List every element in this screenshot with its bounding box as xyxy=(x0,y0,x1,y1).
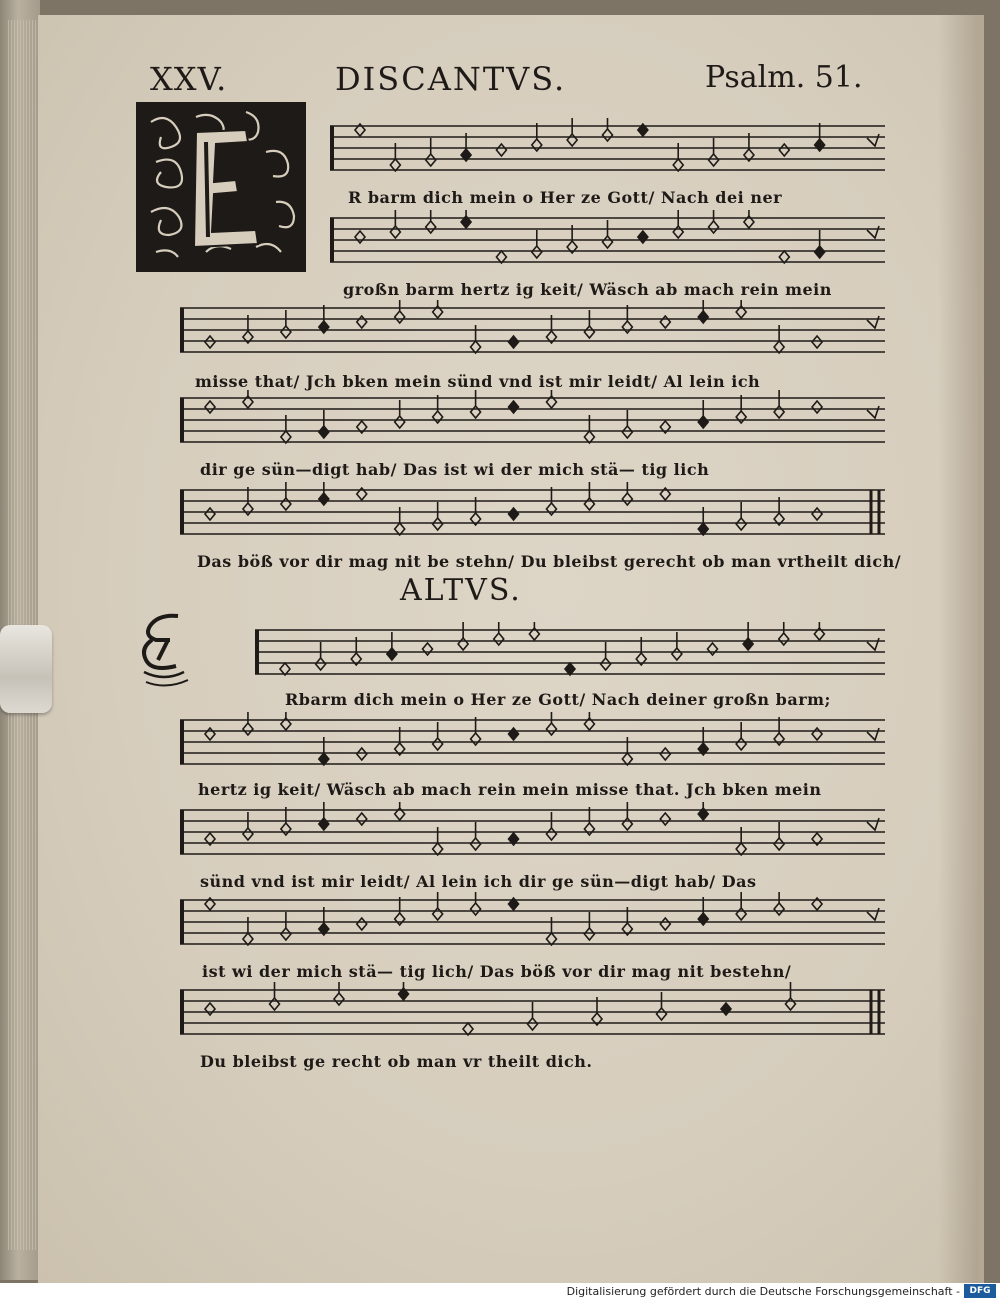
note-icon xyxy=(355,231,365,243)
note-icon xyxy=(509,508,519,520)
music-staff xyxy=(180,712,885,776)
music-staff xyxy=(180,482,885,546)
note-icon xyxy=(736,892,746,920)
note-icon xyxy=(281,310,291,338)
note-icon xyxy=(698,400,708,428)
note-icon xyxy=(243,812,253,840)
note-icon xyxy=(395,802,405,820)
voice-title-altus: ALTVS. xyxy=(400,573,522,608)
note-icon xyxy=(660,316,670,328)
dfg-logo[interactable]: DFG xyxy=(964,1284,996,1298)
note-icon xyxy=(812,401,822,413)
note-icon xyxy=(532,230,542,258)
note-icon xyxy=(387,632,397,660)
note-icon xyxy=(584,912,594,940)
note-icon xyxy=(390,143,400,171)
note-icon xyxy=(433,892,443,920)
note-icon xyxy=(660,813,670,825)
note-icon xyxy=(529,622,539,640)
note-icon xyxy=(205,1003,215,1015)
initial-e-icon xyxy=(138,610,198,690)
discantus-lyric-line-2: großn barm hertz ig keit/ Wäsch ab mach rein mein xyxy=(343,280,832,299)
note-icon xyxy=(281,482,291,510)
note-icon xyxy=(281,712,291,730)
note-icon xyxy=(814,622,824,640)
note-icon xyxy=(319,802,329,830)
altus-lyric-line-4: ist wi der mich stä— tig lich/ Das böß vor dir mag nit bestehn/ xyxy=(202,962,792,981)
note-icon xyxy=(509,401,519,413)
altus-lyric-line-5: Du bleibst ge recht ob man vr theilt dich. xyxy=(200,1052,593,1071)
note-icon xyxy=(426,138,436,166)
altus-lyric-line-3: sünd vnd ist mir leidt/ Al lein ich dir ge sün—digt hab/ Das xyxy=(200,872,757,891)
discantus-lyric-line-3: misse that/ Jch bken mein sünd vnd ist mir leidt/ Al lein ich xyxy=(195,372,761,391)
discantus-lyric-line-5: Das böß vor dir mag nit be stehn/ Du bleibst gerecht ob man vrtheilt dich/ xyxy=(197,552,902,571)
note-icon xyxy=(812,728,822,740)
note-icon xyxy=(461,210,471,228)
note-icon xyxy=(496,144,506,156)
note-icon xyxy=(721,1003,731,1015)
note-icon xyxy=(584,310,594,338)
note-icon xyxy=(567,118,577,146)
note-icon xyxy=(736,502,746,530)
note-icon xyxy=(698,802,708,820)
note-icon xyxy=(660,918,670,930)
note-icon xyxy=(744,210,754,228)
note-icon xyxy=(815,230,825,258)
music-staff xyxy=(330,210,885,274)
altus-lyric-line-1: Rbarm dich mein o Her ze Gott/ Nach deiner großn barm; xyxy=(285,690,831,709)
note-icon xyxy=(357,918,367,930)
note-icon xyxy=(812,336,822,348)
note-icon xyxy=(657,992,667,1020)
note-icon xyxy=(357,748,367,760)
note-icon xyxy=(471,822,481,850)
music-staff xyxy=(180,300,885,364)
discantus-lyric-line-1: R barm dich mein o Her ze Gott/ Nach dei ner xyxy=(348,188,783,207)
note-icon xyxy=(319,482,329,505)
note-icon xyxy=(603,220,613,248)
note-icon xyxy=(205,508,215,520)
note-icon xyxy=(786,982,796,1010)
footer-credit: Digitalisierung gefördert durch die Deutsche Forschungsgemeinschaft - xyxy=(566,1285,960,1298)
note-icon xyxy=(433,722,443,750)
note-icon xyxy=(471,390,481,418)
note-icon xyxy=(709,138,719,166)
note-icon xyxy=(528,1002,538,1030)
note-icon xyxy=(458,622,468,650)
note-icon xyxy=(638,231,648,243)
note-icon xyxy=(673,143,683,171)
music-staff xyxy=(180,390,885,454)
note-icon xyxy=(270,982,280,1010)
note-icon xyxy=(399,982,409,1000)
note-icon xyxy=(205,336,215,348)
discantus-lyric-line-4: dir ge sün—digt hab/ Das ist wi der mich stä— tig lich xyxy=(200,460,710,479)
note-icon xyxy=(243,390,253,408)
note-icon xyxy=(774,822,784,850)
note-icon xyxy=(584,712,594,730)
note-icon xyxy=(673,210,683,238)
note-icon xyxy=(509,728,519,740)
note-icon xyxy=(395,400,405,428)
note-icon xyxy=(736,300,746,318)
music-staff xyxy=(180,892,885,956)
note-icon xyxy=(779,144,789,156)
note-icon xyxy=(622,410,632,438)
note-icon xyxy=(708,643,718,655)
note-icon xyxy=(433,300,443,318)
music-staff xyxy=(180,982,885,1046)
note-icon xyxy=(281,912,291,940)
note-icon xyxy=(509,336,519,348)
note-icon xyxy=(601,642,611,670)
psalm-label: Psalm. 51. xyxy=(705,60,863,95)
note-icon xyxy=(463,1023,473,1035)
page-number-roman: XXV. xyxy=(150,60,228,98)
note-icon xyxy=(660,748,670,760)
voice-title-discantus: DISCANTVS. xyxy=(335,60,567,98)
note-icon xyxy=(357,316,367,328)
altus-lyric-line-2: hertz ig keit/ Wäsch ab mach rein mein misse that. Jch bken mein xyxy=(198,780,822,799)
note-icon xyxy=(390,210,400,238)
note-icon xyxy=(736,722,746,750)
note-icon xyxy=(433,502,443,530)
note-icon xyxy=(205,401,215,413)
music-staff xyxy=(330,118,885,182)
note-icon xyxy=(546,812,556,840)
note-icon xyxy=(774,390,784,418)
note-icon xyxy=(546,390,556,408)
note-icon xyxy=(316,642,326,670)
music-staff xyxy=(255,622,885,686)
note-icon xyxy=(743,622,753,650)
note-icon xyxy=(698,300,708,323)
note-icon xyxy=(812,508,822,520)
decorated-initial-e-icon xyxy=(136,102,306,272)
note-icon xyxy=(672,632,682,660)
music-staff xyxy=(180,802,885,866)
note-icon xyxy=(205,728,215,740)
note-icon xyxy=(584,482,594,510)
note-icon xyxy=(357,813,367,825)
book-clasp xyxy=(0,625,52,713)
note-icon xyxy=(423,643,433,655)
note-icon xyxy=(622,802,632,830)
digitization-footer xyxy=(0,1283,1000,1300)
note-icon xyxy=(319,410,329,438)
